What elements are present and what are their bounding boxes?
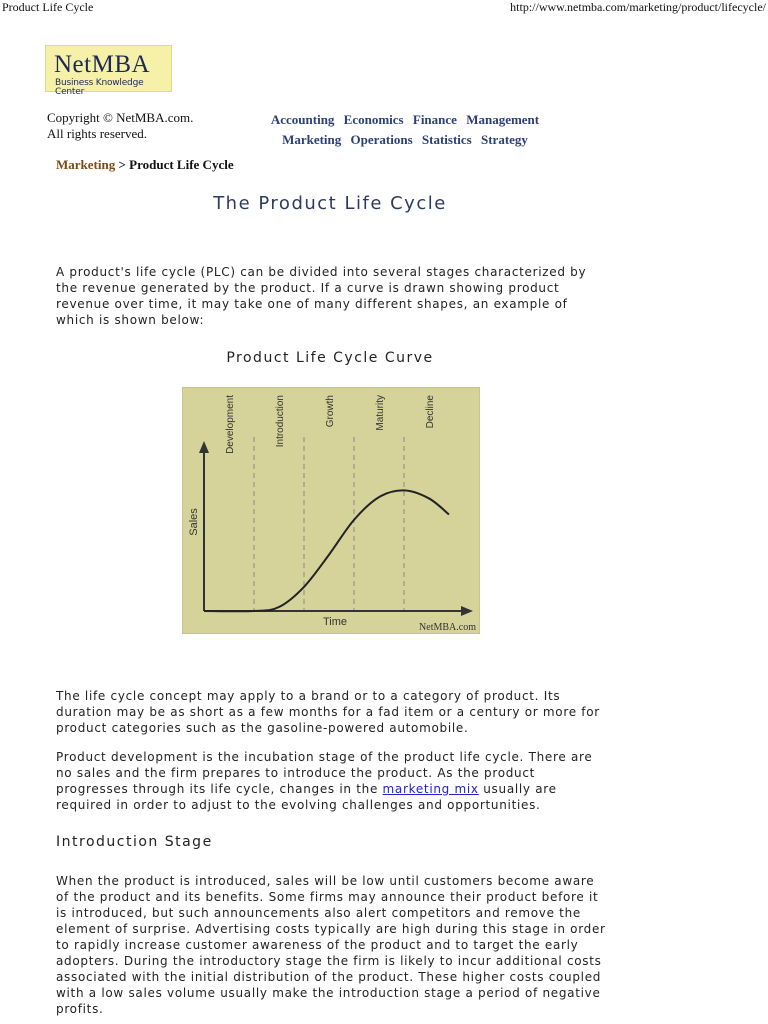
chart-title: Product Life Cycle Curve (226, 350, 434, 366)
top-navigation (250, 110, 560, 150)
page-url: http://www.netmba.com/marketing/product/lifecycle/ (510, 0, 766, 14)
logo-name: NetMBA (54, 51, 151, 78)
nav-link-operations[interactable]: Operations (350, 132, 413, 147)
copyright-line: Copyright © NetMBA.com. (47, 110, 194, 125)
nav-link-economics[interactable]: Economics (343, 112, 404, 127)
browser-page-title: Product Life Cycle (2, 0, 94, 14)
intro-paragraph: A product's life cycle (PLC) can be divided into several stages characterized by the revenue generated by the product. If a curve is drawn showing product revenue over time, it may take one of many different shapes, an example of which is shown below: (56, 265, 587, 327)
stage-label-decline: Decline (425, 395, 436, 429)
nav-link-marketing[interactable]: Marketing (282, 132, 342, 147)
development-paragraph (56, 749, 608, 813)
netmba-logo[interactable] (45, 45, 172, 97)
stage-label-introduction: Introduction (275, 395, 286, 448)
nav-row-1 (250, 110, 560, 130)
page-title: The Product Life Cycle (213, 193, 447, 214)
copyright-notice (47, 110, 193, 142)
nav-link-accounting[interactable]: Accounting (270, 112, 335, 127)
nav-link-management[interactable]: Management (466, 112, 540, 127)
introduction-stage-heading: Introduction Stage (56, 834, 213, 850)
nav-link-strategy[interactable]: Strategy (481, 132, 528, 147)
development-text-end: usually are required in order to adjust to the evolving challenges and opportunities. (56, 782, 557, 812)
nav-link-statistics[interactable]: Statistics (421, 132, 472, 147)
breadcrumb-link-marketing[interactable]: Marketing (56, 157, 116, 172)
breadcrumb-separator: > (118, 157, 126, 172)
marketing-mix-link[interactable]: marketing mix (382, 782, 479, 796)
concept-paragraph: The life cycle concept may apply to a brand or to a category of product. Its duration may be as short as a few months for a fad item or a century or more for product categories such as the gasoline-powered automobile. (56, 689, 600, 735)
logo-tagline: Business Knowledge Center (55, 78, 144, 97)
stage-label-growth: Growth (325, 395, 336, 428)
nav-row-2 (250, 130, 560, 150)
stage-label-development: Development (225, 395, 236, 454)
breadcrumb (56, 157, 234, 173)
development-text: Product development is the incubation stage of the product life cycle. There are no sales and the firm prepares to introduce the product. As the product progresses through its life cycle, changes in the (56, 750, 593, 796)
rights-line: All rights reserved. (47, 126, 148, 141)
x-axis-label: Time (322, 616, 348, 628)
y-axis-label: Sales (188, 508, 200, 536)
breadcrumb-current: Product Life Cycle (129, 157, 234, 172)
product-life-cycle-chart (182, 387, 480, 634)
stage-label-maturity: Maturity (375, 395, 386, 431)
introduction-paragraph: When the product is introduced, sales will be low until customers become aware of the product and its benefits. Some firms may announce their product before it is introduced, but such announcements also alert competitors and remove the element of surprise. Advertising costs typically are high during this stage in order to rapidly increase customer awareness of the product and to target the early adopters. During the introductory stage the firm is likely to incur additional costs associated with the initial distribution of the product. These higher costs coupled with a low sales volume usually make the introduction stage a period of negative profits. (56, 874, 606, 1016)
chart-watermark: NetMBA.com (419, 622, 476, 633)
nav-link-finance[interactable]: Finance (412, 112, 457, 127)
